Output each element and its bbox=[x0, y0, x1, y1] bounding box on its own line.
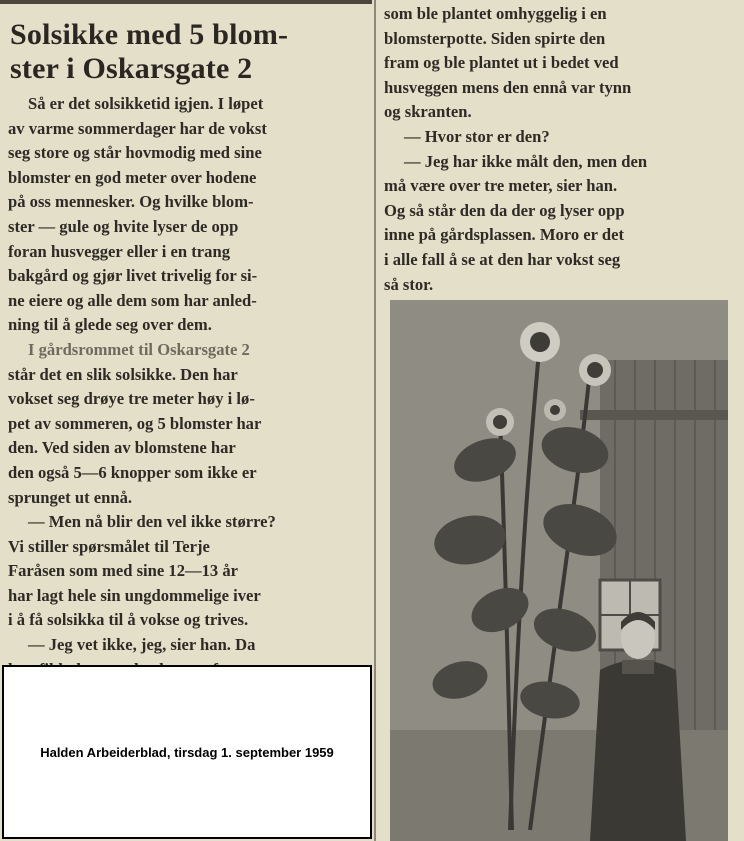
text-line: Vi stiller spørsmålet til Terje bbox=[8, 536, 210, 556]
caption-box bbox=[2, 665, 372, 839]
text-line: sprunget ut ennå. bbox=[8, 487, 133, 507]
text-line: på oss mennesker. Og hvilke blom- bbox=[8, 192, 254, 212]
text-line: av varme sommerdager har de vokst bbox=[8, 118, 267, 138]
text-line: Så er det solsikketid igjen. I løpet bbox=[28, 94, 264, 113]
article-headline bbox=[10, 18, 364, 86]
text-line: inne på gårdsplassen. Moro er det bbox=[384, 225, 625, 245]
text-line: ne eiere og alle dem som har anled- bbox=[8, 290, 257, 310]
text-line: så stor. bbox=[384, 274, 434, 294]
top-rule bbox=[0, 0, 372, 4]
text-line: I gårdsrommet til Oskarsgate 2 bbox=[28, 339, 250, 359]
text-line: har lagt hele sin ungdommelige iver bbox=[8, 585, 261, 605]
text-line: i alle fall å se at den har vokst seg bbox=[384, 249, 621, 269]
right-column bbox=[384, 2, 738, 297]
text-line: bakgård og gjør livet trivelig for si- bbox=[8, 266, 258, 286]
column-divider bbox=[374, 0, 376, 841]
headline-line: Solsikke med 5 blom- bbox=[10, 18, 289, 51]
text-line: — Men nå blir den vel ikke større? bbox=[28, 512, 276, 532]
text-line: den. Ved siden av blomstene har bbox=[8, 438, 236, 458]
text-line: den også 5—6 knopper som ikke er bbox=[8, 462, 257, 482]
text-line: som ble plantet omhyggelig i en bbox=[384, 4, 607, 23]
text-line: pet av sommeren, og 5 blomster har bbox=[8, 413, 262, 433]
text-line: — Jeg vet ikke, jeg, sier han. Da bbox=[28, 635, 256, 655]
text-line: blomster en god meter over hodene bbox=[8, 167, 257, 187]
text-line: seg store og står hovmodig med sine bbox=[8, 143, 262, 163]
text-line: står det en slik solsikke. Den har bbox=[8, 364, 238, 384]
text-line: Faråsen som med sine 12—13 år bbox=[8, 561, 238, 581]
sunflower-photo bbox=[390, 300, 728, 841]
text-line: i å få solsikka til å vokse og trives. bbox=[8, 610, 249, 630]
text-line: husveggen mens den ennå var tynn bbox=[384, 77, 632, 97]
caption-text: Halden Arbeiderblad, tirsdag 1. september 1959 bbox=[40, 745, 334, 760]
left-column bbox=[8, 18, 364, 682]
text-line: må være over tre meter, sier han. bbox=[384, 176, 618, 196]
text-line: ster — gule og hvite lyser de opp bbox=[8, 216, 239, 236]
text-line: og skranten. bbox=[384, 102, 472, 122]
headline-line: ster i Oskarsgate 2 bbox=[10, 52, 253, 85]
text-line: blomsterpotte. Siden spirte den bbox=[384, 28, 606, 48]
text-line: fram og ble plantet ut i bedet ved bbox=[384, 53, 619, 73]
text-line: foran husvegger eller i en trang bbox=[8, 241, 230, 261]
text-line: Og så står den da der og lyser opp bbox=[384, 200, 625, 220]
photo-illustration bbox=[390, 300, 728, 841]
text-line: vokset seg drøye tre meter høy i lø- bbox=[8, 389, 255, 409]
article-body-right bbox=[384, 2, 738, 297]
article-body-left bbox=[8, 92, 364, 682]
text-line: — Jeg har ikke målt den, men den bbox=[404, 151, 648, 171]
text-line: — Hvor stor er den? bbox=[404, 126, 550, 146]
text-line: ning til å glede seg over dem. bbox=[8, 315, 212, 335]
